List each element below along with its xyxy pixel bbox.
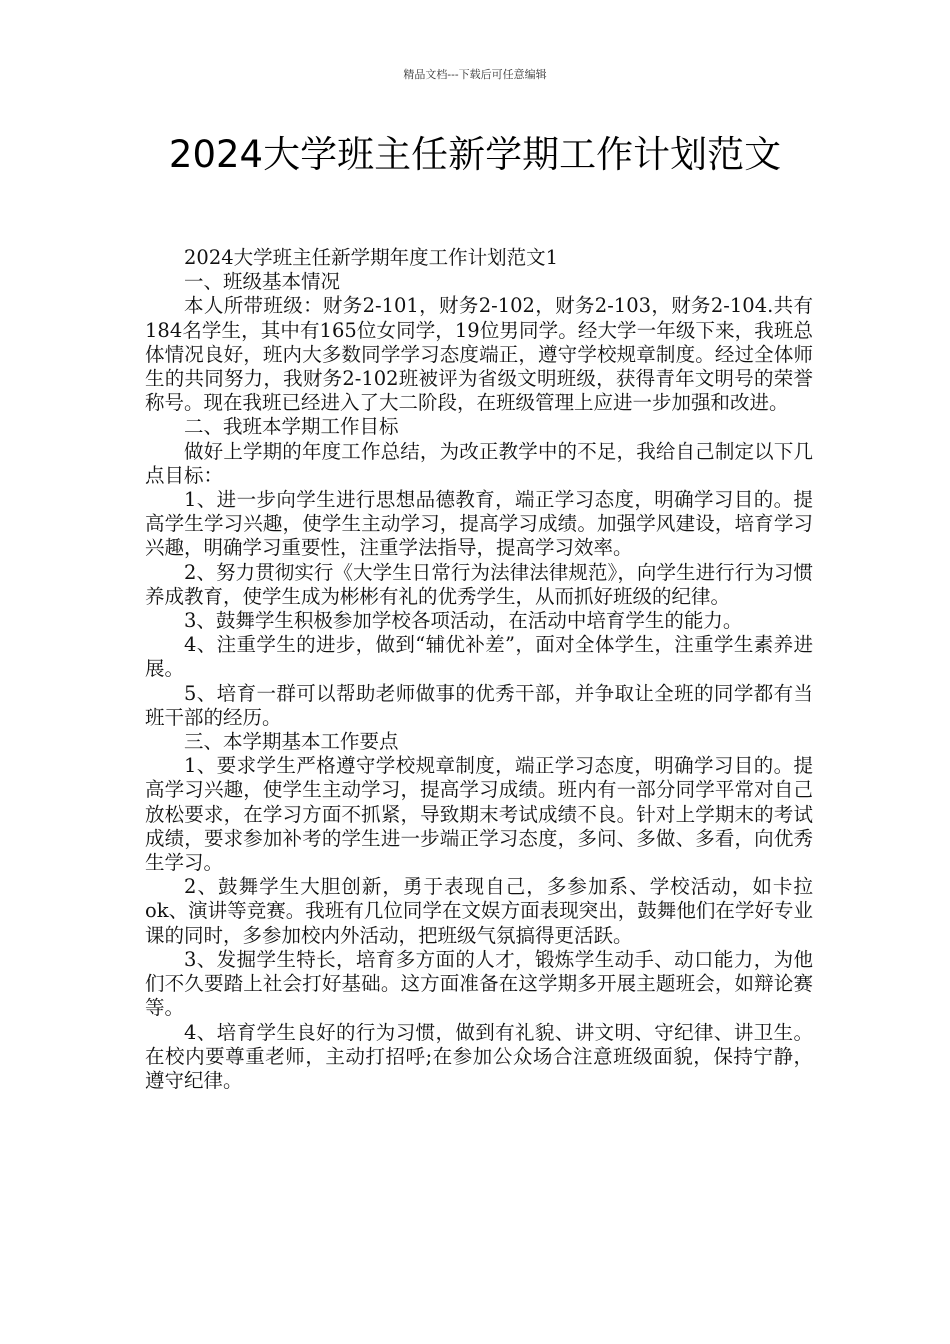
list-item: 2、鼓舞学生大胆创新，勇于表现自己，多参加系、学校活动，如卡拉ok、演讲等竞赛。我班有几位同学在文娱方面表现突出，鼓舞他们在学好专业课的同时，多参加校内外活动，把班级气氛搞得更活跃。 xyxy=(145,875,813,947)
list-item: 3、鼓舞学生积极参加学校各项活动，在活动中培育学生的能力。 xyxy=(184,609,743,633)
section-heading-1: 一、班级基本情况 xyxy=(184,270,341,294)
section-heading-2: 二、我班本学期工作目标 xyxy=(184,415,399,439)
list-item: 3、发掘学生特长，培育多方面的人才，锻炼学生动手、动口能力，为他们不久要踏上社会打好基础。这方面准备在这学期多开展主题班会，如辩论赛等。 xyxy=(145,947,813,1020)
body-paragraph: 做好上学期的年度工作总结，为改正教学中的不足，我给自己制定以下几点目标： xyxy=(145,439,813,487)
page-header-note: 精品文档---下载后可任意编辑 xyxy=(403,68,547,81)
list-item: 2、努力贯彻实行《大学生日常行为法律法律规范》，向学生进行行为习惯养成教育，使学生成为彬彬有礼的优秀学生，从而抓好班级的纪律。 xyxy=(145,560,813,608)
list-item: 4、培育学生良好的行为习惯，做到有礼貌、讲文明、守纪律、讲卫生。在校内要尊重老师，主动打招呼;在参加公众场合注意班级面貌，保持宁静，遵守纪律。 xyxy=(145,1020,813,1092)
list-item: 1、要求学生严格遵守学校规章制度，端正学习态度，明确学习目的。提高学习兴趣，使学生主动学习，提高学习成绩。班内有一部分同学平常对自己放松要求，在学习方面不抓紧，导致期末考试成绩不良。针对上学期末的考试成绩，要求参加补考的学生进一步端正学习态度，多问、多做、多看，向优秀生学习。 xyxy=(145,754,813,875)
list-item: 1、进一步向学生进行思想品德教育，端正学习态度，明确学习目的。提高学生学习兴趣，使学生主动学习，提高学习成绩。加强学风建设，培育学习兴趣，明确学习重要性，注重学法指导，提高学习效率。 xyxy=(145,488,813,560)
list-item: 4、注重学生的进步，做到“辅优补差”，面对全体学生，注重学生素养进展。 xyxy=(145,633,813,681)
document-title: 2024大学班主任新学期工作计划范文 xyxy=(168,133,782,176)
body-paragraph: 本人所带班级：财务2-101，财务2-102，财务2-103，财务2-104.共有184名学生，其中有165位女同学，19位男同学。经大学一年级下来，我班总体情况良好，班内大多数同学学习态度端正，遵守学校规章制度。经过全体师生的共同努力，我财务2-102班被评为省级文明班级，获得青年文明号的荣誉称号。现在我班已经进入了大二阶段，在班级管理上应进一步加强和改进。 xyxy=(145,294,813,415)
document-body xyxy=(145,246,813,1093)
subtitle-paragraph: 2024大学班主任新学期年度工作计划范文1 xyxy=(184,246,559,269)
list-item: 5、培育一群可以帮助老师做事的优秀干部，并争取让全班的同学都有当班干部的经历。 xyxy=(145,681,813,729)
section-heading-3: 三、本学期基本工作要点 xyxy=(184,730,399,754)
